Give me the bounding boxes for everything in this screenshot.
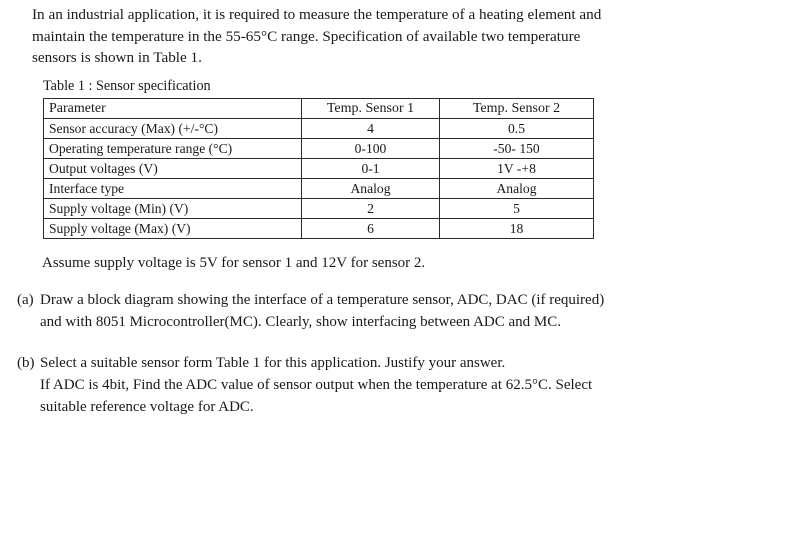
question-text xyxy=(40,352,660,418)
cell-sensor-1: Analog xyxy=(302,179,440,199)
cell-sensor-2: Analog xyxy=(440,179,594,199)
question-text xyxy=(40,289,660,333)
cell-sensor-2: 1V -+8 xyxy=(440,159,594,179)
sensor-specification-table xyxy=(43,98,594,239)
table-row xyxy=(44,219,594,239)
intro-line: In an industrial application, it is required to measure the temperature of a heating element and xyxy=(32,6,602,23)
table-row xyxy=(44,159,594,179)
cell-parameter: Output voltages (V) xyxy=(44,159,302,179)
cell-parameter: Sensor accuracy (Max) (+/-°C) xyxy=(44,119,302,139)
intro-paragraph xyxy=(32,4,672,69)
question-line: and with 8051 Microcontroller(MC). Clearly, show interfacing between ADC and MC. xyxy=(40,314,562,330)
table-row xyxy=(44,119,594,139)
table-row xyxy=(44,199,594,219)
cell-sensor-2: 5 xyxy=(440,199,594,219)
question-label: (b) xyxy=(17,355,35,371)
cell-sensor-1: 4 xyxy=(302,119,440,139)
header-parameter: Parameter xyxy=(44,99,302,119)
table-caption: Table 1 : Sensor specification xyxy=(43,78,211,94)
cell-sensor-1: 2 xyxy=(302,199,440,219)
table-header-row xyxy=(44,99,594,119)
table-row xyxy=(44,139,594,159)
question-label: (a) xyxy=(17,292,34,308)
header-sensor-1: Temp. Sensor 1 xyxy=(302,99,440,119)
question-line: Select a suitable sensor form Table 1 for this application. Justify your answer. xyxy=(40,355,506,371)
header-sensor-2: Temp. Sensor 2 xyxy=(440,99,594,119)
intro-line: sensors is shown in Table 1. xyxy=(32,49,202,66)
cell-sensor-1: 0-100 xyxy=(302,139,440,159)
cell-sensor-1: 6 xyxy=(302,219,440,239)
question-line: If ADC is 4bit, Find the ADC value of sensor output when the temperature at 62.5°C. Select xyxy=(40,377,593,393)
table-row xyxy=(44,179,594,199)
cell-parameter: Supply voltage (Max) (V) xyxy=(44,219,302,239)
question-line: Draw a block diagram showing the interface of a temperature sensor, ADC, DAC (if required) xyxy=(40,292,605,308)
cell-parameter: Supply voltage (Min) (V) xyxy=(44,199,302,219)
cell-sensor-2: -50- 150 xyxy=(440,139,594,159)
supply-voltage-assumption: Assume supply voltage is 5V for sensor 1 and 12V for sensor 2. xyxy=(42,255,426,271)
cell-sensor-1: 0-1 xyxy=(302,159,440,179)
cell-sensor-2: 0.5 xyxy=(440,119,594,139)
cell-parameter: Operating temperature range (°C) xyxy=(44,139,302,159)
cell-sensor-2: 18 xyxy=(440,219,594,239)
cell-parameter: Interface type xyxy=(44,179,302,199)
intro-line: maintain the temperature in the 55-65°C range. Specification of available two temperature xyxy=(32,27,581,45)
question-line: suitable reference voltage for ADC. xyxy=(40,399,254,415)
